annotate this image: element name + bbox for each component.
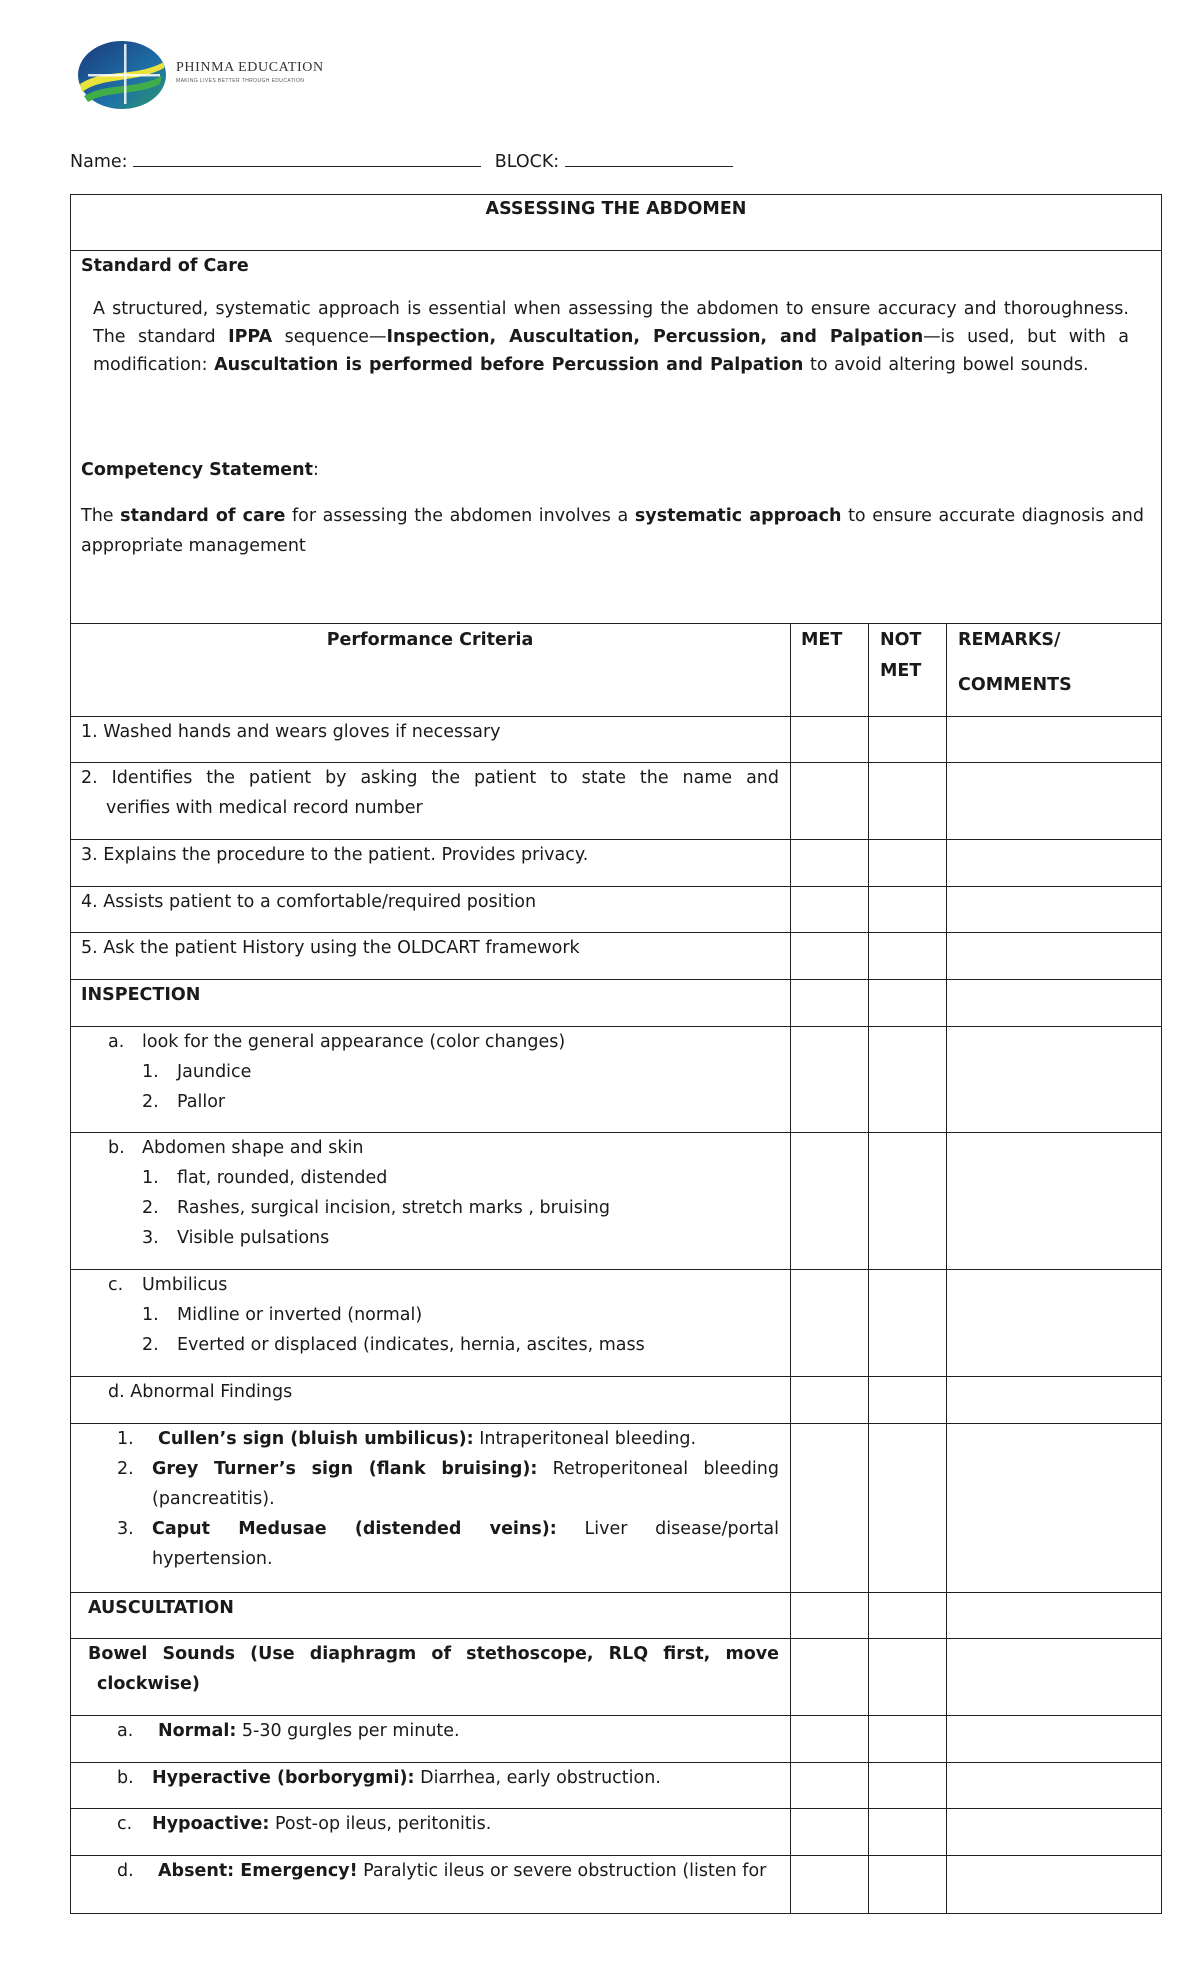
soc-text: A structured, systematic approach is essential when assessing the abdomen to ensure accuracy and thoroughness. The standard — [93, 299, 1129, 347]
bowel-hypoactive — [152, 1809, 491, 1839]
name-label: Name: — [70, 152, 128, 172]
bowel-term: Normal: — [158, 1721, 237, 1741]
auscultation-heading: AUSCULTATION — [88, 1598, 234, 1618]
criteria-row-2-line2: verifies with medical record number — [106, 798, 423, 818]
inspection-a-num: 2. — [142, 1092, 159, 1112]
bowel-marker: d. — [117, 1861, 134, 1881]
competency-heading — [81, 455, 319, 485]
not-met-header-2: MET — [880, 661, 922, 681]
abnormal-findings-label: d. Abnormal Findings — [108, 1382, 293, 1402]
criteria-row-5: 5. Ask the patient History using the OLDCART framework — [81, 938, 580, 958]
inspection-a-item: Pallor — [177, 1092, 226, 1112]
finding-desc: Intraperitoneal bleeding. — [473, 1429, 697, 1449]
block-field[interactable] — [565, 152, 733, 167]
comp-text: The — [81, 506, 121, 526]
bowel-term: Absent: Emergency! — [158, 1861, 358, 1881]
inspection-b-marker: b. — [108, 1138, 125, 1158]
inspection-b-item: Rashes, surgical incision, stretch marks , bruising — [177, 1198, 610, 1218]
bowel-marker: a. — [117, 1721, 134, 1741]
inspection-a-num: 1. — [142, 1062, 159, 1082]
soc-ippa: IPPA — [228, 327, 273, 347]
finding-marker: 2. — [117, 1459, 134, 1479]
finding-desc: Liver disease/portal hypertension. — [152, 1519, 779, 1569]
soc-text: —is used, but with a modification: — [93, 327, 1129, 375]
soc-modification: Auscultation is performed before Percussion and Palpation — [214, 355, 804, 375]
inspection-c-num: 2. — [142, 1335, 159, 1355]
criteria-row-2-line1: 2. Identifies the patient by asking the patient to state the name and — [81, 768, 779, 788]
column-divider — [868, 623, 869, 1914]
competency-colon: : — [313, 460, 319, 480]
soc-text: to avoid altering bowel sounds. — [803, 355, 1089, 375]
standard-of-care-paragraph — [93, 295, 1129, 379]
name-field[interactable] — [133, 152, 481, 167]
bowel-term: Hypoactive: — [152, 1814, 270, 1834]
remarks-header-1: REMARKS/ — [958, 630, 1061, 650]
inspection-b-num: 3. — [142, 1228, 159, 1248]
bowel-desc: Diarrhea, early obstruction. — [414, 1768, 661, 1788]
column-divider — [946, 623, 947, 1914]
logo-emblem-icon — [74, 38, 170, 113]
finding-caput-medusae — [152, 1514, 779, 1574]
finding-cullen — [158, 1424, 696, 1454]
inspection-c-marker: c. — [108, 1275, 124, 1295]
finding-marker: 3. — [117, 1519, 134, 1539]
name-block-line — [70, 152, 733, 172]
inspection-c-label: Umbilicus — [142, 1275, 228, 1295]
comp-text: to ensure accurate diagnosis and appropriate management — [81, 506, 1144, 556]
inspection-heading: INSPECTION — [81, 985, 201, 1005]
comp-text: for assessing the abdomen involves a — [285, 506, 635, 526]
finding-grey-turner — [152, 1454, 779, 1514]
comp-soc: standard of care — [120, 506, 286, 526]
bowel-desc: 5-30 gurgles per minute. — [236, 1721, 460, 1741]
criteria-row-4: 4. Assists patient to a comfortable/required position — [81, 892, 537, 912]
bowel-hyperactive — [152, 1763, 661, 1793]
met-header: MET — [801, 630, 843, 650]
comp-systematic: systematic approach — [634, 506, 842, 526]
form-title: ASSESSING THE ABDOMEN — [485, 199, 747, 219]
inspection-a-label: look for the general appearance (color changes) — [142, 1032, 566, 1052]
logo-tagline: MAKING LIVES BETTER THROUGH EDUCATION — [176, 78, 305, 84]
inspection-b-item: Visible pulsations — [177, 1228, 330, 1248]
remarks-header-2: COMMENTS — [958, 675, 1072, 695]
criteria-header: Performance Criteria — [326, 630, 534, 650]
standard-of-care-heading: Standard of Care — [81, 256, 249, 276]
inspection-b-num: 1. — [142, 1168, 159, 1188]
rule — [70, 1269, 1162, 1270]
inspection-c-item: Midline or inverted (normal) — [177, 1305, 423, 1325]
bowel-desc: Post-op ileus, peritonitis. — [269, 1814, 492, 1834]
rule — [70, 979, 1162, 980]
finding-term: Grey Turner’s sign (flank bruising): — [152, 1459, 538, 1479]
finding-term: Cullen’s sign (bluish umbilicus): — [158, 1429, 474, 1449]
criteria-row-3: 3. Explains the procedure to the patient. Provides privacy. — [81, 845, 589, 865]
inspection-c-num: 1. — [142, 1305, 159, 1325]
finding-desc: Retroperitoneal bleeding (pancreatitis). — [152, 1459, 779, 1509]
bowel-normal — [158, 1716, 460, 1746]
inspection-a-item: Jaundice — [177, 1062, 252, 1082]
finding-term: Caput Medusae (distended veins): — [152, 1519, 557, 1539]
inspection-b-item: flat, rounded, distended — [177, 1168, 388, 1188]
bowel-marker: c. — [117, 1814, 133, 1834]
bowel-term: Hyperactive (borborygmi): — [152, 1768, 415, 1788]
inspection-b-label: Abdomen shape and skin — [142, 1138, 364, 1158]
bowel-sounds-line1: Bowel Sounds (Use diaphragm of stethoscope, RLQ first, move — [88, 1644, 779, 1664]
competency-heading-text: Competency Statement — [81, 460, 314, 480]
inspection-b-num: 2. — [142, 1198, 159, 1218]
inspection-c-item: Everted or displaced (indicates, hernia, ascites, mass — [177, 1335, 645, 1355]
bowel-marker: b. — [117, 1768, 134, 1788]
rule — [70, 623, 1162, 624]
competency-paragraph — [81, 501, 1144, 561]
criteria-row-1: 1. Washed hands and wears gloves if necessary — [81, 722, 501, 742]
inspection-a-marker: a. — [108, 1032, 125, 1052]
phinma-logo — [74, 38, 374, 113]
bowel-desc: Paralytic ileus or severe obstruction (listen for — [357, 1861, 767, 1881]
column-divider — [790, 623, 791, 1914]
soc-text: sequence— — [272, 327, 387, 347]
bowel-absent — [158, 1856, 766, 1886]
soc-steps: Inspection, Auscultation, Percussion, and Palpation — [386, 327, 924, 347]
block-label: BLOCK: — [494, 152, 560, 172]
bowel-sounds-line2: clockwise) — [97, 1674, 200, 1694]
not-met-header-1: NOT — [880, 630, 922, 650]
finding-marker: 1. — [117, 1429, 134, 1449]
logo-name: PHINMA EDUCATION — [176, 60, 324, 75]
